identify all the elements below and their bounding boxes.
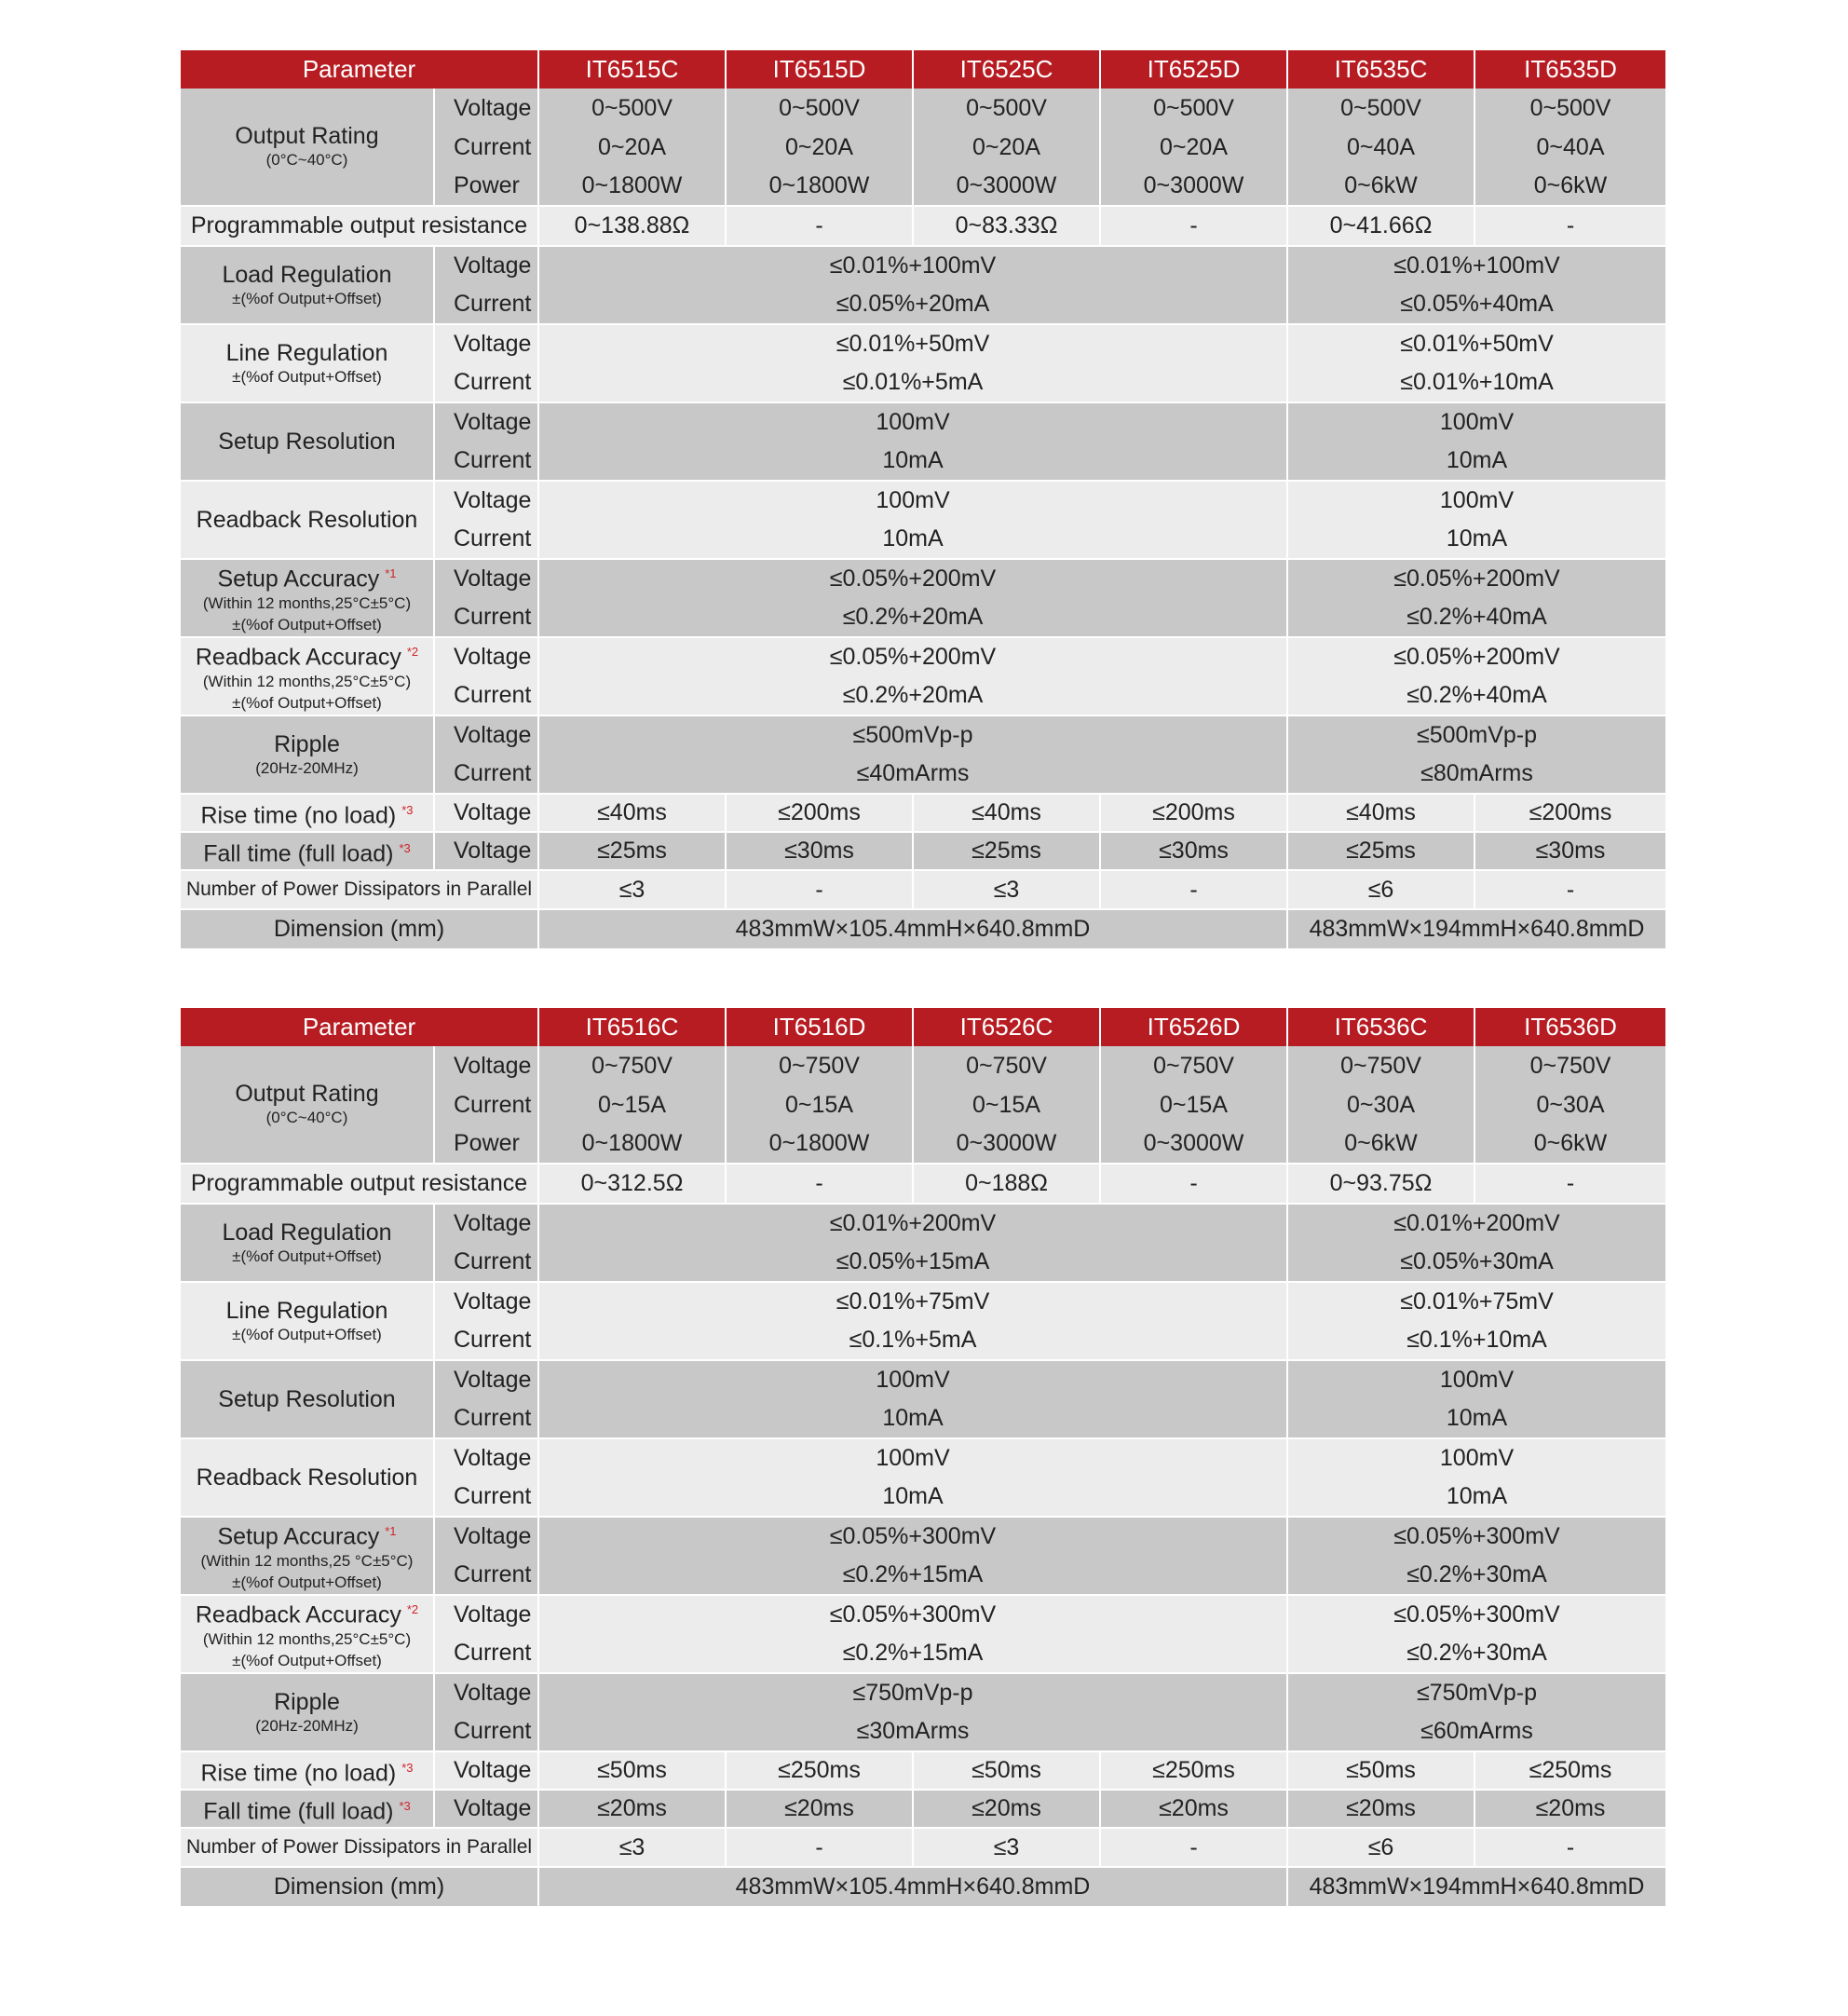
value-cell: - [1100, 1164, 1287, 1204]
value-cell-group: ≤0.1%+10mA [1287, 1321, 1665, 1360]
value-cell: ≤20ms [726, 1790, 913, 1828]
value-cell: 0~15A [1100, 1085, 1287, 1124]
value-cell-group: ≤40mArms [538, 755, 1287, 794]
param-label [180, 794, 434, 832]
param-label [180, 832, 434, 870]
value-cell-group: ≤0.05%+300mV [1287, 1517, 1665, 1556]
value-cell: 0~750V [1287, 1046, 1474, 1085]
value-cell: ≤200ms [1474, 794, 1665, 832]
value-cell: 0~6kW [1287, 167, 1474, 206]
value-cell: 0~20A [1100, 128, 1287, 167]
sub-label: Voltage [434, 637, 538, 676]
value-cell-group: 100mV [538, 481, 1287, 520]
table-row [180, 1867, 1665, 1906]
value-cell: ≤6 [1287, 870, 1474, 909]
value-cell: 0~30A [1474, 1085, 1665, 1124]
value-cell-group: ≤0.05%+300mV [1287, 1595, 1665, 1634]
table-row [180, 402, 1665, 442]
value-cell: 0~750V [1474, 1046, 1665, 1085]
param-note: ±(%of Output+Offset) [232, 693, 382, 712]
param-name: Setup Resolution [218, 429, 396, 455]
spec-table [179, 1008, 1665, 1906]
value-cell: 0~500V [538, 89, 726, 128]
value-cell: 0~750V [913, 1046, 1100, 1085]
table-row [180, 481, 1665, 520]
param-note: (0°C~40°C) [265, 151, 348, 169]
value-cell-group: ≤0.05%+30mA [1287, 1243, 1665, 1282]
value-cell: ≤20ms [1474, 1790, 1665, 1828]
sub-label: Voltage [434, 1790, 538, 1828]
sub-label: Voltage [434, 1360, 538, 1399]
value-cell-group: ≤0.01%+10mA [1287, 363, 1665, 402]
value-cell: 0~6kW [1474, 1124, 1665, 1164]
value-cell-group: 100mV [538, 402, 1287, 442]
column-header-parameter: Parameter [180, 50, 538, 89]
param-name: Load Regulation [222, 261, 392, 288]
value-cell: 0~500V [1287, 89, 1474, 128]
value-cell: 0~15A [726, 1085, 913, 1124]
table-row [180, 246, 1665, 285]
header-row [180, 50, 1665, 89]
footnote-mark: *3 [401, 1760, 414, 1775]
param-name: Load Regulation [222, 1219, 392, 1246]
value-cell-group: 100mV [538, 1438, 1287, 1478]
value-cell: 0~20A [913, 128, 1100, 167]
param-note: ±(%of Output+Offset) [232, 1246, 382, 1265]
value-cell-group: ≤0.1%+5mA [538, 1321, 1287, 1360]
value-cell: 0~750V [1100, 1046, 1287, 1085]
value-cell-group: ≤0.01%+75mV [538, 1282, 1287, 1321]
value-cell: ≤50ms [913, 1751, 1100, 1790]
value-cell: 0~1800W [538, 167, 726, 206]
param-note: (20Hz-20MHz) [255, 758, 359, 777]
param-label [180, 1204, 434, 1282]
param-note: (20Hz-20MHz) [255, 1716, 359, 1735]
column-header-model: IT6536C [1287, 1008, 1474, 1046]
sub-label: Voltage [434, 1438, 538, 1478]
value-cell: 0~15A [538, 1085, 726, 1124]
param-name: Output Rating [235, 123, 379, 149]
sub-label: Current [434, 1321, 538, 1360]
value-cell: 0~1800W [538, 1124, 726, 1164]
sub-label: Power [434, 1124, 538, 1164]
param-note: ±(%of Output+Offset) [232, 289, 382, 307]
sub-label: Current [434, 598, 538, 637]
footnote-mark: *2 [406, 1602, 419, 1617]
value-cell: 0~1800W [726, 167, 913, 206]
sub-label: Voltage [434, 832, 538, 870]
param-note: (Within 12 months,25°C±5°C) [202, 593, 412, 612]
value-cell-group: 483mmW×105.4mmH×640.8mmD [538, 909, 1287, 948]
value-cell-group: ≤0.05%+200mV [538, 559, 1287, 598]
column-header-model: IT6526D [1100, 1008, 1287, 1046]
value-cell: ≤3 [913, 1828, 1100, 1867]
value-cell: ≤3 [538, 870, 726, 909]
value-cell: 0~312.5Ω [538, 1164, 726, 1204]
param-name: Line Regulation [225, 339, 388, 366]
value-cell: 0~6kW [1474, 167, 1665, 206]
param-label [180, 1282, 434, 1360]
value-cell: 0~41.66Ω [1287, 206, 1474, 246]
value-cell-group: 100mV [1287, 1360, 1665, 1399]
value-cell: 0~3000W [1100, 1124, 1287, 1164]
param-label [180, 1790, 434, 1828]
value-cell-group: ≤0.01%+5mA [538, 363, 1287, 402]
table-row [180, 870, 1665, 909]
param-name: Fall time (full load) $^{*3}$ [203, 840, 411, 867]
value-cell-group: ≤0.01%+200mV [1287, 1204, 1665, 1243]
param-note: (Within 12 months,25°C±5°C) [202, 672, 412, 690]
param-name: Readback Accuracy $^{*2}$ [195, 644, 419, 671]
column-header-model: IT6525D [1100, 50, 1287, 89]
sub-label: Voltage [434, 1673, 538, 1712]
sub-label: Current [434, 442, 538, 481]
param-note: (Within 12 months,25°C±5°C) [202, 1629, 412, 1648]
value-cell: ≤25ms [913, 832, 1100, 870]
param-label [180, 1517, 434, 1595]
param-name: Readback Resolution [196, 1464, 418, 1491]
value-cell: 0~500V [1100, 89, 1287, 128]
value-cell: - [726, 206, 913, 246]
value-cell: - [1474, 206, 1665, 246]
value-cell: ≤50ms [538, 1751, 726, 1790]
param-label [180, 324, 434, 402]
table-row [180, 324, 1665, 363]
value-cell-group: 483mmW×105.4mmH×640.8mmD [538, 1867, 1287, 1906]
value-cell: 0~500V [913, 89, 1100, 128]
footnote-mark: *1 [385, 566, 397, 581]
table-row [180, 1360, 1665, 1399]
sub-label: Current [434, 755, 538, 794]
value-cell: - [1474, 870, 1665, 909]
param-label [180, 715, 434, 794]
sub-label: Voltage [434, 324, 538, 363]
value-cell-group: ≤0.2%+15mA [538, 1556, 1287, 1595]
value-cell-group: 10mA [538, 442, 1287, 481]
table-row [180, 1790, 1665, 1828]
value-cell: 0~83.33Ω [913, 206, 1100, 246]
table-row [180, 1046, 1665, 1085]
value-cell-group: ≤0.2%+30mA [1287, 1634, 1665, 1673]
value-cell-group: ≤0.05%+300mV [538, 1517, 1287, 1556]
value-cell: ≤25ms [1287, 832, 1474, 870]
sub-label: Current [434, 676, 538, 715]
sub-label: Current [434, 1478, 538, 1517]
value-cell-group: ≤0.05%+15mA [538, 1243, 1287, 1282]
value-cell-group: 483mmW×194mmH×640.8mmD [1287, 909, 1665, 948]
table-row [180, 1164, 1665, 1204]
header-row [180, 1008, 1665, 1046]
sub-label: Voltage [434, 1751, 538, 1790]
param-name: Setup Accuracy $^{*1}$ [217, 565, 397, 593]
param-name: Readback Accuracy $^{*2}$ [195, 1601, 419, 1628]
table-row [180, 909, 1665, 948]
param-note: ±(%of Output+Offset) [232, 1325, 382, 1343]
value-cell-group: ≤0.05%+200mV [1287, 637, 1665, 676]
value-cell-group: 100mV [1287, 481, 1665, 520]
value-cell: 0~188Ω [913, 1164, 1100, 1204]
param-label: Number of Power Dissipators in Parallel [180, 870, 538, 909]
value-cell: - [1474, 1828, 1665, 1867]
footnote-mark: *2 [406, 645, 419, 660]
value-cell: - [1100, 206, 1287, 246]
sub-label: Current [434, 1712, 538, 1751]
footnote-mark: *3 [401, 802, 414, 817]
column-header-model: IT6536D [1474, 1008, 1665, 1046]
table-row [180, 794, 1665, 832]
value-cell: 0~20A [726, 128, 913, 167]
value-cell: ≤200ms [1100, 794, 1287, 832]
value-cell: ≤250ms [1474, 1751, 1665, 1790]
value-cell-group: 10mA [538, 1478, 1287, 1517]
table-row [180, 1517, 1665, 1556]
param-label: Dimension (mm) [180, 1867, 538, 1906]
sub-label: Current [434, 520, 538, 559]
value-cell: - [726, 1828, 913, 1867]
sub-label: Current [434, 1634, 538, 1673]
value-cell-group: ≤0.05%+20mA [538, 285, 1287, 324]
param-label [180, 637, 434, 715]
value-cell: 0~3000W [1100, 167, 1287, 206]
value-cell-group: ≤0.2%+15mA [538, 1634, 1287, 1673]
value-cell-group: ≤500mVp-p [538, 715, 1287, 755]
sub-label: Voltage [434, 481, 538, 520]
sub-label: Voltage [434, 1204, 538, 1243]
sub-label: Voltage [434, 1517, 538, 1556]
table-row [180, 89, 1665, 128]
table-row [180, 1828, 1665, 1867]
table-row [180, 1595, 1665, 1634]
value-cell-group: ≤0.05%+200mV [1287, 559, 1665, 598]
param-label [180, 481, 434, 559]
value-cell: 0~500V [726, 89, 913, 128]
value-cell: ≤25ms [538, 832, 726, 870]
param-name: Rise time (no load) $^{*3}$ [200, 1760, 414, 1787]
value-cell: 0~750V [538, 1046, 726, 1085]
value-cell: 0~500V [1474, 89, 1665, 128]
value-cell: ≤250ms [1100, 1751, 1287, 1790]
param-name: Ripple [274, 1688, 340, 1715]
column-header-model: IT6516C [538, 1008, 726, 1046]
param-note: (Within 12 months,25 °C±5°C) [200, 1551, 414, 1570]
value-cell: 0~750V [726, 1046, 913, 1085]
table-row [180, 1438, 1665, 1478]
value-cell-group: 10mA [1287, 1478, 1665, 1517]
spec-table [179, 50, 1665, 948]
footnote-mark: *3 [399, 840, 411, 855]
param-note: ±(%of Output+Offset) [232, 1573, 382, 1591]
value-cell-group: ≤0.05%+200mV [538, 637, 1287, 676]
value-cell: ≤20ms [1100, 1790, 1287, 1828]
column-header-model: IT6515D [726, 50, 913, 89]
sub-label: Current [434, 128, 538, 167]
value-cell-group: 483mmW×194mmH×640.8mmD [1287, 1867, 1665, 1906]
value-cell: ≤20ms [913, 1790, 1100, 1828]
column-header-model: IT6515C [538, 50, 726, 89]
param-label [180, 89, 434, 206]
value-cell-group: 10mA [538, 1399, 1287, 1438]
table-row [180, 715, 1665, 755]
table-row [180, 206, 1665, 246]
value-cell: - [1100, 870, 1287, 909]
sub-label: Voltage [434, 1046, 538, 1085]
param-name: Rise time (no load) $^{*3}$ [200, 802, 414, 829]
footnote-mark: *1 [385, 1524, 397, 1539]
sub-label: Current [434, 363, 538, 402]
value-cell: 0~40A [1474, 128, 1665, 167]
table-row [180, 1673, 1665, 1712]
value-cell-group: 100mV [538, 1360, 1287, 1399]
value-cell: ≤30ms [1100, 832, 1287, 870]
param-label [180, 559, 434, 637]
param-name: Ripple [274, 730, 340, 757]
value-cell: ≤20ms [1287, 1790, 1474, 1828]
value-cell-group: 10mA [1287, 1399, 1665, 1438]
sub-label: Power [434, 167, 538, 206]
value-cell: 0~20A [538, 128, 726, 167]
value-cell-group: ≤0.01%+200mV [538, 1204, 1287, 1243]
sub-label: Voltage [434, 559, 538, 598]
param-label [180, 402, 434, 481]
value-cell: 0~15A [913, 1085, 1100, 1124]
param-label [180, 246, 434, 324]
value-cell: ≤50ms [1287, 1751, 1474, 1790]
param-label [180, 1438, 434, 1517]
value-cell: ≤20ms [538, 1790, 726, 1828]
value-cell: ≤6 [1287, 1828, 1474, 1867]
value-cell: 0~3000W [913, 167, 1100, 206]
param-label [180, 1673, 434, 1751]
value-cell-group: 10mA [1287, 520, 1665, 559]
column-header-model: IT6526C [913, 1008, 1100, 1046]
column-header-model: IT6535D [1474, 50, 1665, 89]
column-header-model: IT6525C [913, 50, 1100, 89]
column-header-model: IT6516D [726, 1008, 913, 1046]
value-cell: 0~30A [1287, 1085, 1474, 1124]
value-cell-group: ≤0.01%+50mV [538, 324, 1287, 363]
value-cell-group: ≤0.2%+40mA [1287, 676, 1665, 715]
value-cell-group: ≤30mArms [538, 1712, 1287, 1751]
value-cell: ≤40ms [913, 794, 1100, 832]
param-name: Line Regulation [225, 1297, 388, 1324]
value-cell: ≤40ms [538, 794, 726, 832]
param-label [180, 1046, 434, 1164]
param-note: ±(%of Output+Offset) [232, 367, 382, 386]
sub-label: Current [434, 1556, 538, 1595]
value-cell: ≤3 [913, 870, 1100, 909]
value-cell-group: ≤0.01%+50mV [1287, 324, 1665, 363]
value-cell: ≤30ms [1474, 832, 1665, 870]
value-cell-group: ≤750mVp-p [538, 1673, 1287, 1712]
param-name: Fall time (full load) $^{*3}$ [203, 1798, 411, 1825]
value-cell-group: 10mA [538, 520, 1287, 559]
value-cell: ≤3 [538, 1828, 726, 1867]
value-cell-group: ≤500mVp-p [1287, 715, 1665, 755]
sub-label: Voltage [434, 715, 538, 755]
param-label [180, 1360, 434, 1438]
param-label: Programmable output resistance [180, 206, 538, 246]
table-row [180, 559, 1665, 598]
value-cell: 0~3000W [913, 1124, 1100, 1164]
sub-label: Current [434, 1243, 538, 1282]
sub-label: Voltage [434, 246, 538, 285]
sub-label: Current [434, 285, 538, 324]
param-name: Setup Accuracy $^{*1}$ [217, 1523, 397, 1550]
value-cell-group: ≤0.05%+300mV [538, 1595, 1287, 1634]
value-cell: 0~93.75Ω [1287, 1164, 1474, 1204]
param-label [180, 1595, 434, 1673]
value-cell: ≤200ms [726, 794, 913, 832]
param-note: (0°C~40°C) [265, 1109, 348, 1126]
param-note: ±(%of Output+Offset) [232, 1651, 382, 1669]
param-label: Dimension (mm) [180, 909, 538, 948]
column-header-model: IT6535C [1287, 50, 1474, 89]
value-cell-group: ≤0.2%+40mA [1287, 598, 1665, 637]
value-cell-group: ≤0.01%+100mV [1287, 246, 1665, 285]
value-cell-group: ≤0.2%+30mA [1287, 1556, 1665, 1595]
sub-label: Current [434, 1085, 538, 1124]
value-cell-group: ≤0.2%+20mA [538, 676, 1287, 715]
value-cell: ≤30ms [726, 832, 913, 870]
value-cell: - [726, 870, 913, 909]
value-cell: 0~6kW [1287, 1124, 1474, 1164]
value-cell-group: ≤0.2%+20mA [538, 598, 1287, 637]
value-cell-group: ≤80mArms [1287, 755, 1665, 794]
sub-label: Voltage [434, 402, 538, 442]
value-cell-group: 100mV [1287, 1438, 1665, 1478]
value-cell: ≤250ms [726, 1751, 913, 1790]
value-cell: - [726, 1164, 913, 1204]
value-cell: - [1474, 1164, 1665, 1204]
value-cell-group: ≤0.01%+100mV [538, 246, 1287, 285]
column-header-parameter: Parameter [180, 1008, 538, 1046]
param-label: Programmable output resistance [180, 1164, 538, 1204]
value-cell-group: ≤0.05%+40mA [1287, 285, 1665, 324]
param-name: Readback Resolution [196, 507, 418, 533]
table-row [180, 1282, 1665, 1321]
sub-label: Voltage [434, 794, 538, 832]
footnote-mark: *3 [399, 1798, 411, 1813]
sub-label: Current [434, 1399, 538, 1438]
table-row [180, 637, 1665, 676]
table-row [180, 1751, 1665, 1790]
value-cell-group: ≤60mArms [1287, 1712, 1665, 1751]
value-cell: - [1100, 1828, 1287, 1867]
value-cell: 0~138.88Ω [538, 206, 726, 246]
value-cell: 0~1800W [726, 1124, 913, 1164]
value-cell: ≤40ms [1287, 794, 1474, 832]
sub-label: Voltage [434, 1595, 538, 1634]
param-label: Number of Power Dissipators in Parallel [180, 1828, 538, 1867]
param-name: Output Rating [235, 1081, 379, 1107]
value-cell: 0~40A [1287, 128, 1474, 167]
sub-label: Voltage [434, 1282, 538, 1321]
param-name: Setup Resolution [218, 1386, 396, 1412]
sub-label: Voltage [434, 89, 538, 128]
value-cell-group: ≤0.01%+75mV [1287, 1282, 1665, 1321]
value-cell-group: 100mV [1287, 402, 1665, 442]
value-cell-group: ≤750mVp-p [1287, 1673, 1665, 1712]
table-row [180, 832, 1665, 870]
param-note: ±(%of Output+Offset) [232, 615, 382, 633]
table-row [180, 1204, 1665, 1243]
value-cell-group: 10mA [1287, 442, 1665, 481]
param-label [180, 1751, 434, 1790]
